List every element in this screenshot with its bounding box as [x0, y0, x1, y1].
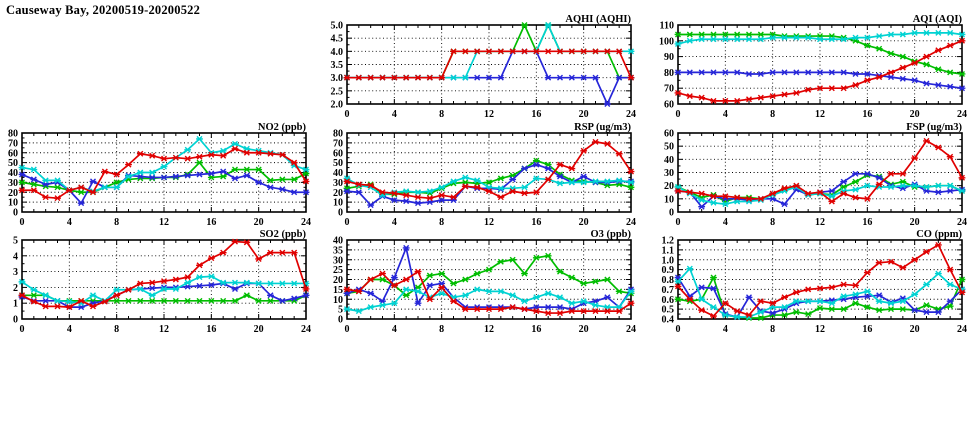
x-tick-label: 20	[578, 324, 589, 335]
series-cyan-line	[678, 269, 962, 317]
x-tick-label: 24	[957, 109, 967, 120]
series-blue-line	[347, 165, 631, 205]
y-tick-label: 4	[13, 251, 18, 263]
y-tick-label: 3.5	[330, 60, 343, 71]
chart-title: NO2 (ppb)	[257, 122, 306, 133]
y-tick-label: 5	[13, 235, 18, 247]
y-tick-label: 30	[8, 177, 18, 189]
x-tick-label: 8	[439, 109, 445, 120]
x-tick-label: 16	[862, 217, 873, 228]
chart-fsp	[656, 120, 972, 240]
y-tick-label: 3.0	[330, 73, 343, 85]
x-tick-label: 20	[578, 217, 589, 228]
chart-no2	[0, 120, 316, 240]
chart-title: AQI (AQI)	[912, 14, 962, 25]
x-tick-label: 8	[439, 324, 445, 335]
y-tick-label: 2.5	[330, 86, 343, 98]
y-tick-label: 60	[664, 99, 674, 111]
x-tick-label: 24	[626, 217, 636, 228]
y-tick-label: 35	[333, 245, 343, 257]
chart-title: SO2 (ppb)	[259, 229, 306, 240]
y-tick-label: 60	[664, 128, 674, 140]
y-tick-label: 50	[664, 141, 674, 153]
chart-title: CO (ppm)	[916, 229, 962, 240]
y-tick-label: 0	[13, 207, 18, 219]
y-tick-label: 0	[13, 314, 18, 326]
x-tick-label: 0	[344, 217, 350, 228]
y-tick-label: 70	[664, 83, 674, 95]
y-tick-label: 10	[333, 294, 343, 306]
x-tick-label: 16	[206, 324, 217, 335]
x-tick-label: 24	[301, 217, 311, 228]
chart-so2	[0, 227, 316, 347]
x-tick-label: 0	[675, 217, 681, 228]
y-tick-label: 50	[333, 158, 343, 170]
x-tick-label: 4	[391, 217, 397, 228]
y-tick-label: 0.5	[661, 304, 674, 316]
x-tick-label: 16	[531, 109, 542, 120]
x-tick-label: 24	[301, 324, 311, 335]
x-tick-label: 20	[909, 109, 920, 120]
chart-aqi	[656, 12, 972, 132]
y-tick-label: 90	[664, 52, 674, 64]
y-tick-label: 110	[659, 20, 674, 32]
y-tick-label: 1.0	[661, 255, 674, 267]
x-tick-label: 16	[862, 109, 873, 120]
y-tick-label: 80	[8, 128, 18, 140]
y-tick-label: 30	[333, 177, 343, 189]
x-tick-label: 12	[484, 324, 494, 335]
series-blue-line	[678, 72, 962, 88]
x-tick-label: 4	[66, 324, 72, 335]
y-tick-label: 50	[8, 158, 18, 170]
x-tick-label: 16	[206, 217, 217, 228]
y-tick-label: 15	[333, 284, 343, 296]
y-tick-label: 0	[338, 314, 343, 326]
x-tick-label: 4	[391, 109, 397, 120]
x-tick-label: 0	[344, 109, 350, 120]
x-tick-label: 16	[862, 324, 873, 335]
y-tick-label: 30	[333, 255, 343, 267]
x-tick-label: 4	[66, 217, 72, 228]
x-tick-label: 12	[815, 324, 825, 335]
series-blue-line	[347, 248, 631, 309]
x-tick-label: 20	[909, 324, 920, 335]
y-tick-label: 100	[659, 36, 674, 48]
y-tick-label: 10	[664, 194, 674, 206]
x-tick-label: 0	[675, 109, 681, 120]
y-tick-label: 20	[333, 187, 343, 199]
chart-o3	[325, 227, 641, 347]
y-tick-label: 40	[664, 154, 674, 166]
x-tick-label: 12	[159, 217, 169, 228]
chart-title: RSP (ug/m3)	[574, 122, 631, 133]
x-tick-label: 8	[770, 217, 776, 228]
series-red-line	[347, 142, 631, 198]
y-tick-label: 60	[8, 148, 18, 160]
x-tick-label: 20	[909, 217, 920, 228]
x-tick-label: 0	[19, 217, 25, 228]
series-red-markers	[344, 139, 635, 200]
y-tick-label: 1	[13, 298, 18, 310]
y-tick-label: 0.4	[661, 314, 674, 326]
y-tick-label: 0	[338, 207, 343, 219]
x-tick-label: 20	[578, 109, 589, 120]
y-tick-label: 5.0	[330, 20, 343, 32]
x-tick-label: 8	[114, 324, 120, 335]
y-tick-label: 60	[333, 148, 343, 160]
x-tick-label: 12	[484, 109, 494, 120]
y-tick-label: 40	[333, 168, 343, 179]
y-tick-label: 10	[8, 197, 18, 209]
y-tick-label: 1.2	[661, 235, 674, 247]
y-tick-label: 20	[8, 187, 18, 199]
y-tick-label: 0.7	[661, 284, 674, 296]
y-tick-label: 20	[333, 275, 343, 286]
y-tick-label: 20	[664, 181, 674, 193]
y-tick-label: 1.1	[661, 245, 674, 257]
chart-title: FSP (ug/m3)	[906, 122, 962, 133]
x-tick-label: 4	[722, 324, 728, 335]
y-tick-label: 40	[8, 168, 18, 179]
x-tick-label: 12	[815, 217, 825, 228]
x-tick-label: 24	[957, 217, 967, 228]
x-tick-label: 8	[770, 109, 776, 120]
chart-co	[656, 227, 972, 347]
y-tick-label: 2.0	[330, 99, 343, 111]
y-tick-label: 5	[338, 304, 343, 316]
chart-aqhi	[325, 12, 641, 132]
y-tick-label: 0.6	[661, 294, 674, 306]
y-tick-label: 0.9	[661, 265, 674, 277]
page-title: Causeway Bay, 20200519-20200522	[6, 3, 201, 17]
x-tick-label: 4	[391, 324, 397, 335]
x-tick-label: 24	[626, 324, 636, 335]
x-tick-label: 8	[114, 217, 120, 228]
y-tick-label: 80	[664, 67, 674, 79]
y-tick-label: 70	[8, 138, 18, 150]
x-tick-label: 4	[722, 109, 728, 120]
x-tick-label: 12	[484, 217, 494, 228]
series-red-markers	[19, 239, 310, 310]
y-tick-label: 10	[333, 197, 343, 209]
chart-title: O3 (ppb)	[590, 229, 631, 240]
y-tick-label: 30	[664, 168, 674, 179]
x-tick-label: 0	[344, 324, 350, 335]
y-tick-label: 0.8	[661, 275, 674, 286]
x-tick-label: 4	[722, 217, 728, 228]
x-tick-label: 24	[957, 324, 967, 335]
x-tick-label: 20	[253, 217, 264, 228]
y-tick-label: 40	[333, 235, 343, 247]
y-tick-label: 70	[333, 138, 343, 150]
y-tick-label: 25	[333, 265, 343, 277]
x-tick-label: 8	[439, 217, 445, 228]
y-tick-label: 4.5	[330, 33, 343, 45]
x-tick-label: 0	[19, 324, 25, 335]
x-tick-label: 8	[770, 324, 776, 335]
y-tick-label: 2	[13, 282, 18, 294]
y-tick-label: 4.0	[330, 46, 343, 58]
x-tick-label: 24	[626, 109, 636, 120]
x-tick-label: 12	[159, 324, 169, 335]
x-tick-label: 12	[815, 109, 825, 120]
series-blue-markers	[344, 162, 635, 207]
x-tick-label: 16	[531, 217, 542, 228]
x-tick-label: 20	[253, 324, 264, 335]
y-tick-label: 80	[333, 128, 343, 140]
chart-title: AQHI (AQHI)	[565, 14, 631, 25]
y-tick-label: 3	[13, 267, 18, 279]
x-tick-label: 16	[531, 324, 542, 335]
x-tick-label: 0	[675, 324, 681, 335]
y-tick-label: 0	[669, 207, 674, 219]
chart-rsp	[325, 120, 641, 240]
series-red-line	[678, 41, 962, 101]
